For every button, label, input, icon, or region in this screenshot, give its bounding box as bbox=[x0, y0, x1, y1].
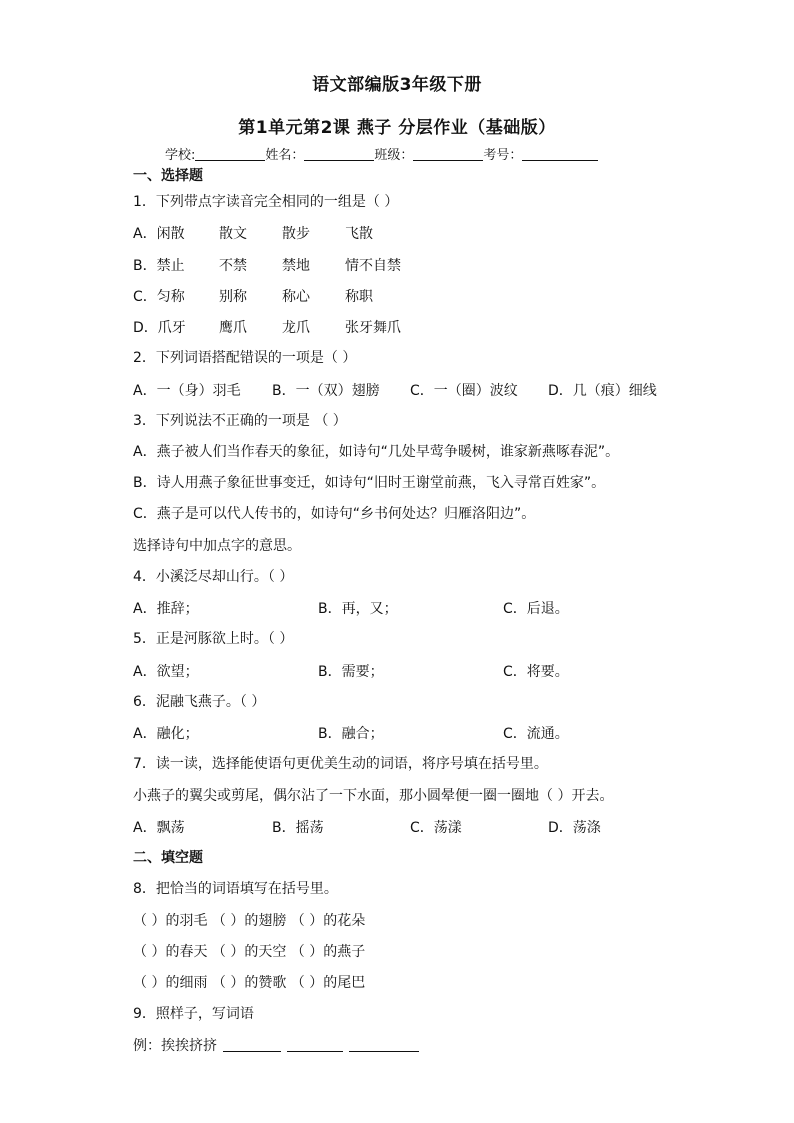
name-blank[interactable] bbox=[304, 146, 374, 161]
q8-fill-row[interactable]: （ ）的春天 （ ）的天空 （ ）的燕子 bbox=[133, 944, 366, 960]
q2-option-c[interactable]: C．一（圈）波纹 bbox=[410, 383, 518, 399]
q9-example: 例：挨挨挤挤 bbox=[133, 1038, 217, 1054]
exam-number-blank[interactable] bbox=[522, 146, 598, 161]
section-heading-fill: 二、填空题 bbox=[133, 850, 203, 866]
question-3-stem: 3．下列说法不正确的一项是 （ ） bbox=[133, 413, 347, 429]
question-8-stem: 8．把恰当的词语填写在括号里。 bbox=[133, 881, 338, 897]
q1-word: 张牙舞爪 bbox=[345, 320, 401, 336]
question-5-stem: 5．正是河豚欲上时。（ ） bbox=[133, 631, 294, 647]
q9-example-row bbox=[133, 1036, 419, 1056]
q4-option-c[interactable]: C．后退。 bbox=[503, 601, 569, 617]
q9-answer-blank[interactable] bbox=[287, 1037, 343, 1052]
class-blank[interactable] bbox=[413, 146, 483, 161]
school-blank[interactable] bbox=[195, 146, 265, 161]
q4-option-a[interactable]: A．推辞； bbox=[133, 601, 199, 617]
school-label: 学校: bbox=[165, 148, 196, 163]
q5-option-a[interactable]: A．欲望； bbox=[133, 664, 199, 680]
page-title: 语文部编版3年级下册 bbox=[312, 75, 482, 95]
q1-option-c[interactable]: C．匀称 bbox=[133, 289, 185, 305]
q1-word: 称职 bbox=[345, 289, 373, 305]
q1-word: 情不自禁 bbox=[345, 258, 401, 274]
q2-option-a[interactable]: A．一（身）羽毛 bbox=[133, 383, 241, 399]
q8-fill-row[interactable]: （ ）的羽毛 （ ）的翅膀 （ ）的花朵 bbox=[133, 913, 366, 929]
q1-option-d[interactable]: D．爪牙 bbox=[133, 320, 186, 336]
section-heading-choice: 一、选择题 bbox=[133, 168, 203, 184]
q1-word: 龙爪 bbox=[282, 320, 310, 336]
question-2-stem: 2．下列词语搭配错误的一项是（ ） bbox=[133, 350, 357, 366]
question-1-stem: 1．下列带点字读音完全相同的一组是（ ） bbox=[133, 194, 399, 210]
q7-option-c[interactable]: C．荡漾 bbox=[410, 820, 462, 836]
q5-option-b[interactable]: B．需要； bbox=[318, 664, 384, 680]
q9-answer-blank[interactable] bbox=[223, 1037, 281, 1052]
q5-option-c[interactable]: C．将要。 bbox=[503, 664, 569, 680]
question-4-stem: 4．小溪泛尽却山行。（ ） bbox=[133, 569, 294, 585]
class-label: 班级： bbox=[374, 148, 414, 163]
q1-word: 称心 bbox=[282, 289, 310, 305]
q4-option-b[interactable]: B．再，又； bbox=[318, 601, 398, 617]
q3-option-a[interactable]: A．燕子被人们当作春天的象征，如诗句“几处早莺争暖树，谁家新燕啄春泥”。 bbox=[133, 444, 620, 460]
q9-answer-blank[interactable] bbox=[349, 1037, 419, 1052]
student-info-row bbox=[165, 144, 598, 163]
q1-word: 鹰爪 bbox=[219, 320, 247, 336]
q1-word: 散步 bbox=[282, 226, 310, 242]
question-7-stem: 7．读一读，选择能使语句更优美生动的词语，将序号填在括号里。 bbox=[133, 756, 548, 772]
q3-option-c[interactable]: C．燕子是可以代人传书的，如诗句“乡书何处达？归雁洛阳边”。 bbox=[133, 506, 536, 522]
instruction-text: 选择诗句中加点字的意思。 bbox=[133, 538, 301, 554]
q6-option-a[interactable]: A．融化； bbox=[133, 726, 199, 742]
exam-number-label: 考号： bbox=[483, 148, 523, 163]
question-6-stem: 6．泥融飞燕子。（ ） bbox=[133, 694, 266, 710]
q1-word: 散文 bbox=[219, 226, 247, 242]
q1-word: 禁地 bbox=[282, 258, 310, 274]
q7-option-b[interactable]: B．摇荡 bbox=[272, 820, 324, 836]
q1-option-b[interactable]: B．禁止 bbox=[133, 258, 185, 274]
q7-option-d[interactable]: D．荡涤 bbox=[548, 820, 601, 836]
q1-word: 不禁 bbox=[219, 258, 247, 274]
q1-option-a[interactable]: A．闲散 bbox=[133, 226, 185, 242]
q6-option-b[interactable]: B．融合； bbox=[318, 726, 384, 742]
q8-fill-row[interactable]: （ ）的细雨 （ ）的赞歌 （ ）的尾巴 bbox=[133, 975, 366, 991]
q2-option-d[interactable]: D．几（痕）细线 bbox=[548, 383, 657, 399]
q2-option-b[interactable]: B．一（双）翅膀 bbox=[272, 383, 380, 399]
q1-word: 飞散 bbox=[345, 226, 373, 242]
q6-option-c[interactable]: C．流通。 bbox=[503, 726, 569, 742]
q7-sentence: 小燕子的翼尖或剪尾，偶尔沾了一下水面，那小圆晕便一圈一圈地（ ）开去。 bbox=[133, 788, 614, 804]
q7-option-a[interactable]: A．飘荡 bbox=[133, 820, 185, 836]
question-9-stem: 9．照样子，写词语 bbox=[133, 1006, 254, 1022]
q1-word: 别称 bbox=[219, 289, 247, 305]
name-label: 姓名： bbox=[265, 148, 305, 163]
q3-option-b[interactable]: B．诗人用燕子象征世事变迁，如诗句“旧时王谢堂前燕，飞入寻常百姓家”。 bbox=[133, 475, 606, 491]
page-subtitle: 第1单元第2课 燕子 分层作业（基础版） bbox=[238, 118, 556, 138]
